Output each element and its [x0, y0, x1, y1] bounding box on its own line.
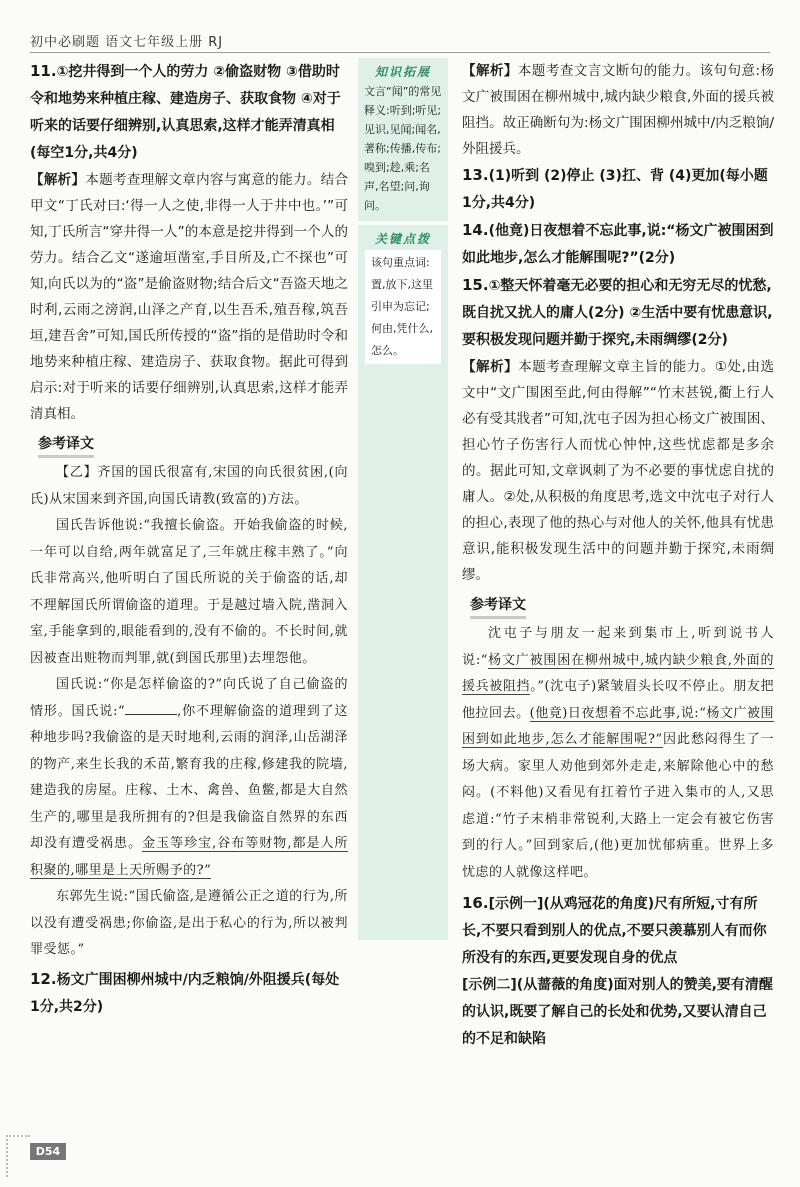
knowledge-box	[358, 58, 448, 221]
sidebar	[358, 58, 448, 940]
page-number: D54	[30, 1143, 66, 1160]
translation-left-p4: 东郭先生说:“国氏偷盗,是遵循公正之道的行为,所以没有遭受祸患;你偷盗,是出于私心的行为,所以被判罪受惩。”	[30, 889, 348, 957]
knowledge-text: 文言“闻”的常见释义:听到;听见;见识,见闻;闻名,著称;传播,传布;嗅到;趁,乘;名声,名望;问,询问。	[364, 85, 442, 212]
translation-left-p3: 国氏说:“你是怎样偷盗的?”向氏说了自己偷盗的情形。国氏说:“ ,你不理解偷盗的道理到了这种地步吗?我偷盗的是天时地利,云雨的润泽,山岳湖泽的物产,来生长我的禾苗,繁育我的庄稼,修建我的院墙,建造我的房屋。庄稼、土木、禽兽、鱼鳖,都是大自然生产的,哪里是我所拥有的?但是我偷盗自然界的东西却没有遭受祸患。金玉等珍宝,谷布等财物,都是人所积聚的,哪里是上天所赐予的?”	[30, 677, 348, 878]
translation-right-p1: 沈屯子与朋友一起来到集市上,听到说书人说:“杨文广被围困在柳州城中,城内缺少粮食,外面的援兵被阻挡。”(沈屯子)紧皱眉头长叹不停止。朋友把他拉回去。(他竟)日夜想着不忘此事,说:“杨文广被围困到如此地步,怎么才能解围呢?”因此愁闷得生了一场大病。家里人劝他到郊外走走,来解除他心中的愁闷。(不料他)又看见有扛着竹子进入集市的人,又思虑道:“竹子末梢非常锐利,大路上一定会有被它伤害到的行人。”回到家后,(他)更加忧郁病重。世界上多忧虑的人就像这样吧。	[462, 626, 774, 880]
keypoint-title: 关键点拨	[374, 232, 431, 246]
translation-left-p1: 【乙】齐国的国氏很富有,宋国的向氏很贫困,(向氏)从宋国来到齐国,向国氏请教(致富的)方法。	[30, 465, 348, 507]
header-divider	[30, 52, 770, 53]
question-15: 15.①整天怀着毫无必要的担心和无穷无尽的忧愁,既自扰又扰人的庸人(2分) ②生活中要有忧患意识,要积极发现问题并勤于探究,未雨绸缪(2分)	[462, 276, 773, 348]
knowledge-title: 知识拓展	[374, 65, 431, 79]
translation-heading-right: 参考译文	[470, 594, 526, 619]
keypoint-box	[358, 225, 448, 365]
question-16-example-2: [示例二](从蔷薇的角度)面对别人的赞美,要有清醒的认识,既要了解自己的长处和优势,又要认清自己的不足和缺陷	[462, 977, 773, 1047]
q12-analysis: 【解析】本题考查文言文断句的能力。该句句意:杨文广被围困在柳州城中,城内缺少粮食,外面的援兵被阻挡。故正确断句为:杨文广围困柳州城中/内乏粮饷/外阻援兵。	[462, 63, 774, 157]
question-13: 13.(1)听到 (2)停止 (3)扛、背 (4)更加(每小题1分,共4分)	[462, 166, 768, 211]
left-column	[30, 58, 348, 1021]
q11-answer: ①挖井得到一个人的劳力 ②偷盗财物 ③借助时令和地势来种植庄稼、建造房子、获取食物 ④对于听来的话要仔细辨别,认真思索,这样才能弄清真相(每空1分,共4分)	[30, 64, 341, 161]
keypoint-text: 该句重点词:置,放下,这里引申为忘记;何由,凭什么,怎么。	[371, 256, 433, 357]
question-11: 11.①挖井得到一个人的劳力 ②偷盗财物 ③借助时令和地势来种植庄稼、建造房子、获取食物 ④对于听来的话要仔细辨别,认真思索,这样才能弄清真相(每空1分,共4分)	[30, 62, 341, 161]
question-16: 16.[示例一](从鸡冠花的角度)尺有所短,寸有所长,不要只看到别人的优点,不要只羡慕别人有而你所没有的东西,更要发现自身的优点	[462, 894, 767, 966]
translation-left-p2: 国氏告诉他说:“我擅长偷盗。开始我偷盗的时候,一年可以自给,两年就富足了,三年就庄稼丰熟了。”向氏非常高兴,他听明白了国氏所说的关于偷盗的话,却不理解国氏所谓偷盗的道理。于是越过墙入院,凿洞入室,手能拿到的,眼能看到的,没有不偷的。不长时间,就因被查出赃物而判罪,就(到国氏那里)去埋怨他。	[30, 518, 348, 666]
corner-decoration	[6, 1135, 30, 1177]
question-12: 12.杨文广围困柳州城中/内乏粮饷/外阻援兵(每处1分,共2分)	[30, 969, 340, 1015]
q11-analysis: 【解析】本题考查理解文章内容与寓意的能力。结合甲文“丁氏对曰:‘得一人之使,非得一人于井中也。’”可知,丁氏所言“穿井得一人”的本意是挖井得到一个人的劳力。结合乙文“遂逾垣凿室,手目所及,亡不探也”可知,向氏以为的“盗”是偷盗财物;结合后文“吾盗天地之时利,云雨之滂润,山泽之产育,以生吾禾,殖吾稼,筑吾垣,建吾舍”可知,国氏所传授的“盗”指的是借助时令和地势来种植庄稼、建造房子、获取食物。据此可得到启示:对于听来的话要仔细辨别,认真思索,这样才能弄清真相。	[30, 172, 349, 422]
question-14: 14.(他竟)日夜想着不忘此事,说:“杨文广被围困到如此地步,怎么才能解围呢?”(2分)	[462, 221, 774, 266]
right-column	[462, 58, 774, 1053]
sidebar-filler	[358, 365, 448, 940]
page-header: 初中必刷题 语文七年级上册 RJ	[30, 35, 224, 50]
translation-heading-left: 参考译文	[38, 433, 94, 458]
fill-blank	[125, 700, 177, 715]
q15-analysis: 【解析】本题考查理解文章主旨的能力。①处,由选文中“文广围困至此,何由得解”“竹末甚锐,衢上行人必有受其戕者”可知,沈屯子因为担心杨文广被围困、担心竹子伤害行人而忧心忡忡,这些忧虑都是多余的。据此可知,文章讽刺了为不必要的事忧虑自扰的庸人。②处,从积极的角度思考,选文中沈屯子对行人的担心,表现了他的热心与对他人的关怀,他具有忧患意识,能积极发现生活中的问题并勤于探究,未雨绸缪。	[462, 359, 774, 583]
